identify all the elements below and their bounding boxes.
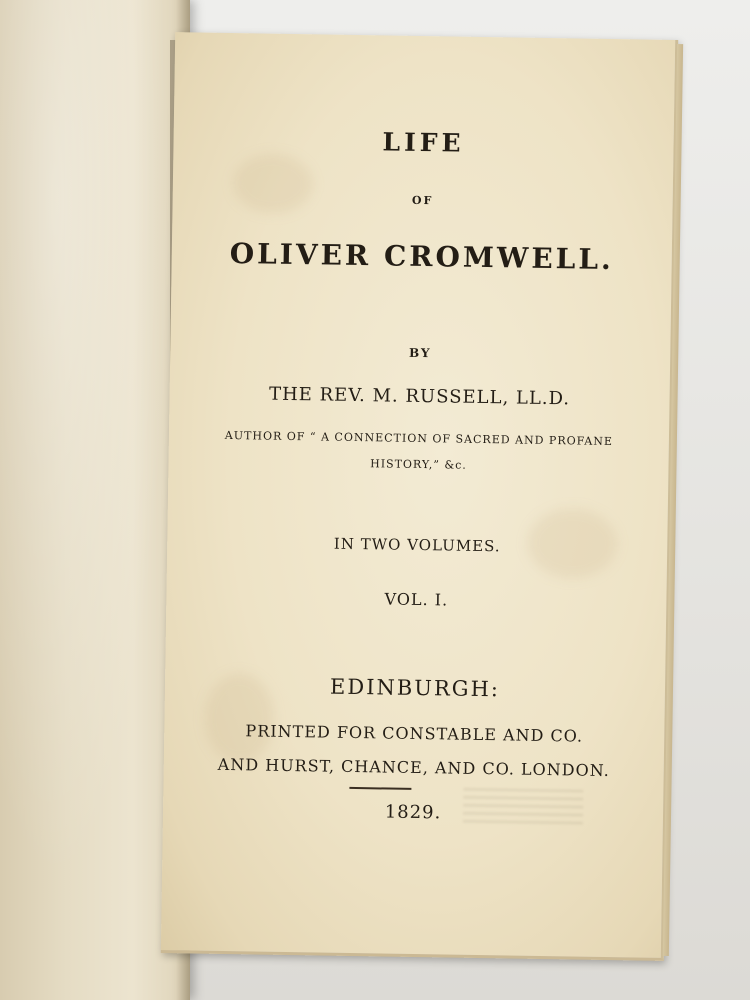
imprint-year: 1829. bbox=[384, 801, 442, 824]
volume-number: VOL. I. bbox=[384, 589, 449, 610]
imprint-printer-line1: PRINTED FOR CONSTABLE AND CO. bbox=[245, 721, 584, 746]
title-line-life: LIFE bbox=[382, 127, 465, 158]
title-page bbox=[161, 32, 678, 961]
title-line-of: OF bbox=[411, 193, 434, 208]
by-line: BY bbox=[408, 345, 432, 361]
imprint-rule bbox=[349, 787, 411, 790]
title-line-name: OLIVER CROMWELL. bbox=[229, 236, 615, 277]
imprint-city: EDINBURGH: bbox=[329, 674, 501, 702]
imprint-printer-line2: AND HURST, CHANCE, AND CO. LONDON. bbox=[217, 754, 610, 781]
author-credit-line1: AUTHOR OF “ A CONNECTION OF SACRED AND PROFANE bbox=[224, 428, 614, 449]
author-name: THE REV. M. RUSSELL, LL.D. bbox=[268, 383, 571, 410]
volumes-note: IN TWO VOLUMES. bbox=[333, 534, 501, 556]
author-credit-line2: HISTORY,” &c. bbox=[370, 457, 467, 472]
